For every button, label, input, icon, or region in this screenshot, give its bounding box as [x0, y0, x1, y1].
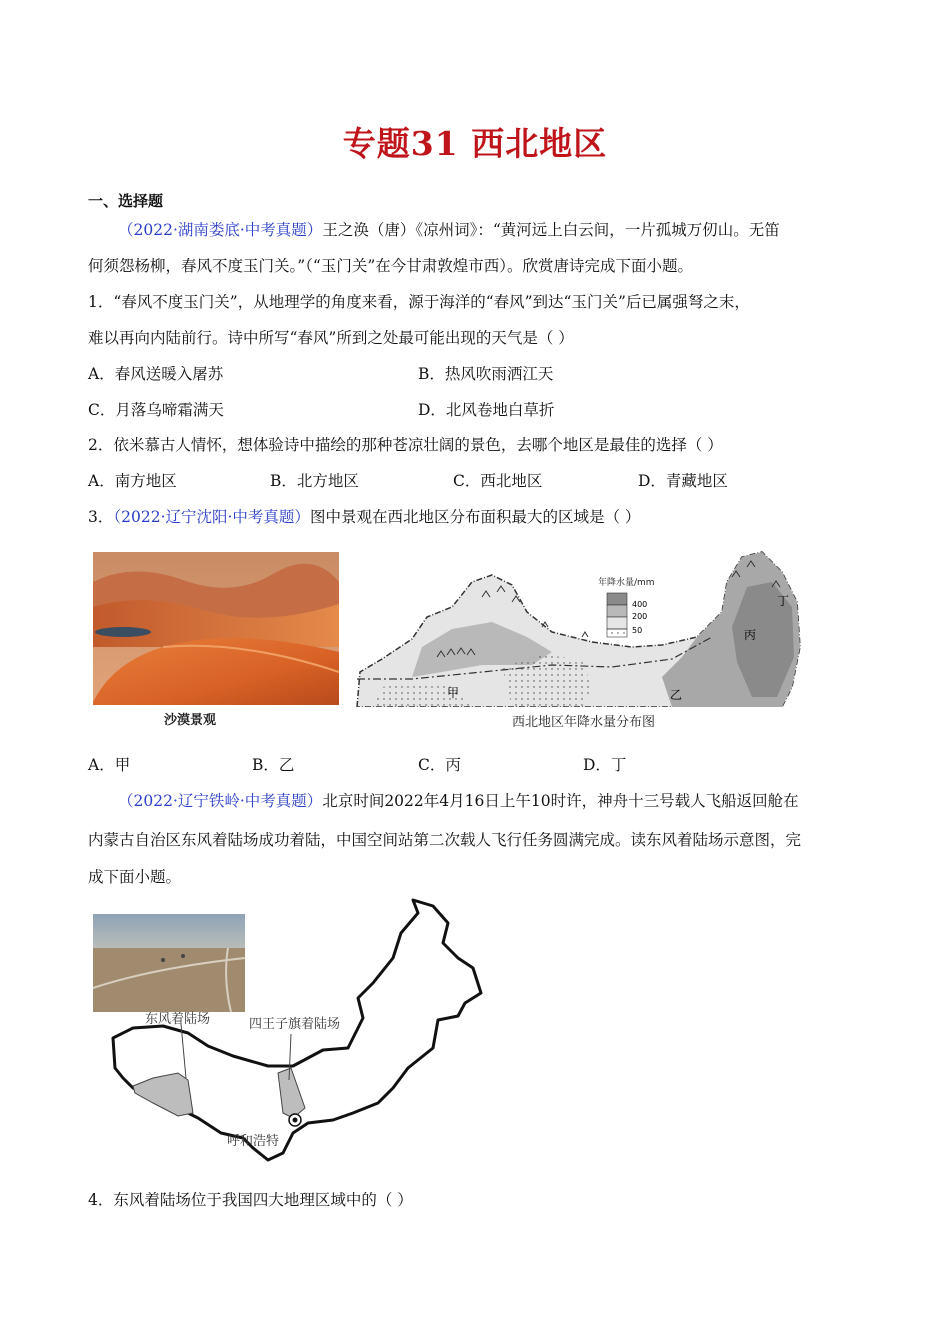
q2-option-a: A．南方地区 — [88, 472, 177, 490]
landing-site-map-image — [93, 898, 503, 1163]
photo-caption: 沙漠景观 — [164, 713, 217, 728]
passage1-line2: 何须怨杨柳，春风不度玉门关。”（“玉门关”在今甘肃敦煌市西）。欣赏唐诗完成下面小题。 — [88, 257, 694, 275]
q4-line1: 4．东风着陆场位于我国四大地理区域中的（ ） — [88, 1191, 413, 1209]
q3-option-c: C．丙 — [418, 756, 461, 774]
q3-source: （2022·辽宁沈阳·中考真题） — [113, 508, 310, 526]
q2-option-c: C．西北地区 — [453, 472, 543, 490]
label-dongfeng: 东风着陆场 — [145, 1012, 211, 1027]
q3-option-a: A．甲 — [88, 756, 131, 774]
label-ding: 丁 — [777, 594, 790, 608]
q3-line: 3．（2022·辽宁沈阳·中考真题）图中景观在西北地区分布面积最大的区域是（ ） — [88, 508, 641, 526]
q1-option-c: C．月落乌啼霜满天 — [88, 401, 224, 419]
q2-option-d: D．青藏地区 — [638, 472, 728, 490]
label-jia: 甲 — [447, 686, 460, 700]
q2-line1: 2．依米慕古人情怀，想体验诗中描绘的那种苍凉壮阔的景色，去哪个地区是最佳的选择（ ） — [88, 436, 723, 454]
label-siwangzi: 四王子旗着陆场 — [249, 1017, 341, 1032]
legend-50: 50 — [632, 626, 643, 635]
desert-photo-image — [93, 552, 339, 705]
q1-line1: 1．“春风不度玉门关”，从地理学的角度来看，源于海洋的“春风”到达“玉门关”后已属强弩之末， — [88, 293, 750, 311]
label-yi: 乙 — [670, 688, 683, 702]
legend-title: 年降水量/mm — [598, 578, 655, 588]
section-heading: 一、选择题 — [88, 192, 164, 210]
legend-200: 200 — [632, 612, 648, 621]
q1-option-b: B．热风吹雨洒江天 — [418, 365, 554, 383]
passage2-line2: 内蒙古自治区东风着陆场成功着陆，中国空间站第二次载人飞行任务圆满完成。读东风着陆场示意图，完 — [88, 831, 802, 849]
label-hohhot: 呼和浩特 — [227, 1134, 280, 1149]
landing-site-map — [93, 898, 503, 1163]
q2-option-b: B．北方地区 — [270, 472, 359, 490]
q3-option-b: B．乙 — [252, 756, 295, 774]
legend-400: 400 — [632, 600, 648, 609]
passage1-line1: （2022·湖南娄底·中考真题）王之涣（唐）《凉州词》：“黄河远上白云间，一片孤城万仞山。无笛 — [118, 221, 780, 239]
q1-line2: 难以再向内陆前行。诗中所写“春风”所到之处最可能出现的天气是（ ） — [88, 329, 574, 347]
precipitation-map-image — [352, 547, 804, 707]
precipitation-map — [352, 547, 804, 707]
label-bing: 丙 — [744, 628, 757, 642]
passage2-line3: 成下面小题。 — [88, 868, 182, 886]
map-caption: 西北地区年降水量分布图 — [512, 715, 656, 730]
q1-option-a: A．春风送暖入屠苏 — [88, 365, 224, 383]
desert-photo — [93, 552, 339, 705]
passage2-line1: （2022·辽宁铁岭·中考真题）北京时间2022年4月16日上午10时许，神舟十三号载人飞船返回舱在 — [118, 792, 799, 810]
q1-option-d: D．北风卷地白草折 — [418, 401, 555, 419]
passage2-source: （2022·辽宁铁岭·中考真题） — [118, 792, 323, 810]
passage1-source: （2022·湖南娄底·中考真题） — [118, 221, 323, 239]
page-title: 专题31 西北地区 — [342, 124, 608, 163]
q3-option-d: D．丁 — [583, 756, 627, 774]
